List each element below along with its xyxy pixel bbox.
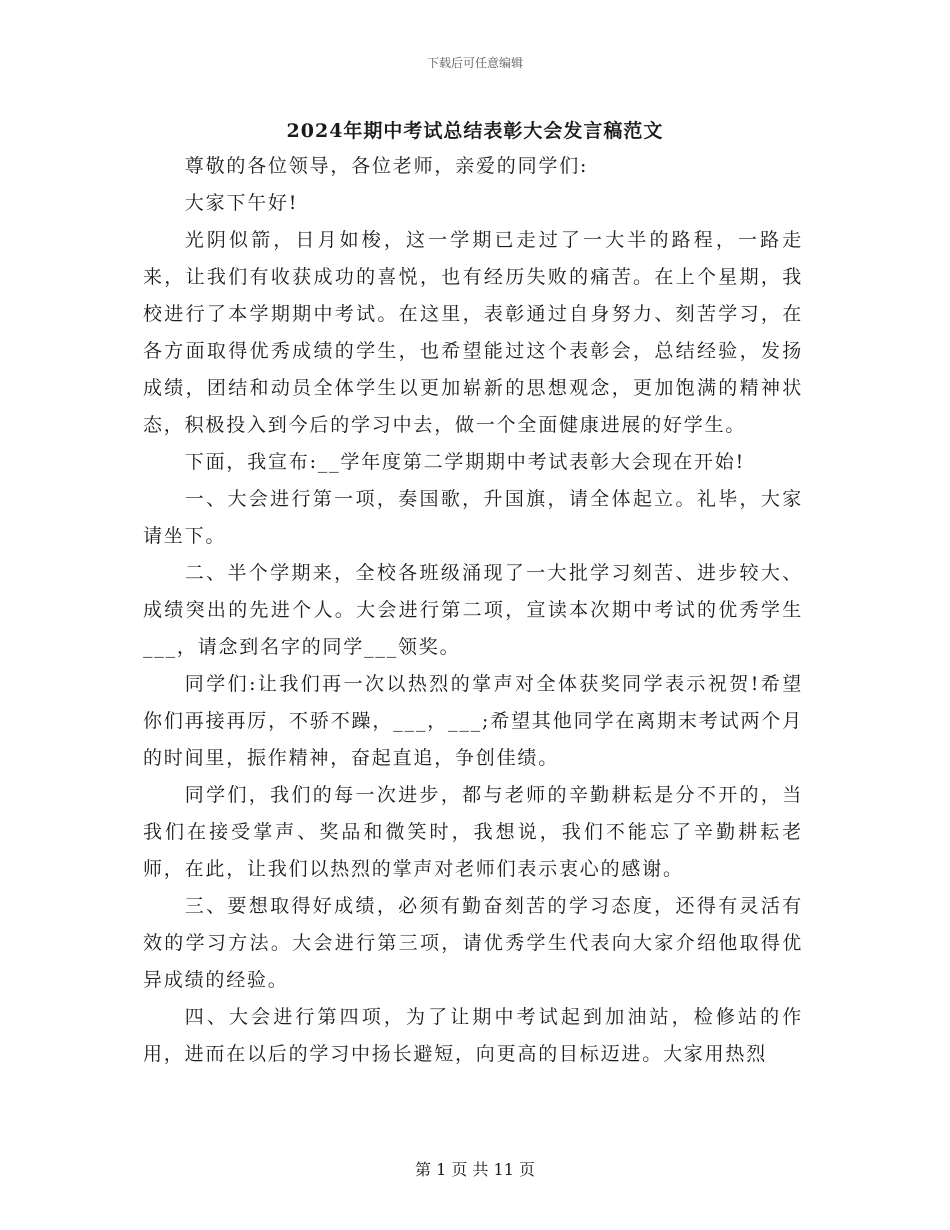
- paragraph-greeting: 尊敬的各位领导，各位老师，亲爱的同学们:: [184, 155, 589, 177]
- paragraph-intro: 光阴似箭，日月如梭，这一学期已走过了一大半的路程，一路走来，让我们有收获成功的喜悦，也有经历失败的痛苦。在上个星期，我校进行了本学期期中考试。在这里，表彰通过自身努力、刻苦学习，在各方面取得优秀成绩的学生，也希望能过这个表彰会，总结经验，发扬成绩，团结和动员全体学生以更加崭新的思想观念，更加饱满的精神状态，积极投入到今后的学习中去，做一个全面健康进展的好学生。: [143, 229, 803, 436]
- paragraph-item-4: 四、大会进行第四项，为了让期中考试起到加油站，检修站的作用，进而在以后的学习中扬长避短，向更高的目标迈进。大家用热烈: [143, 1006, 803, 1065]
- paragraph-salutation: 大家下午好!: [184, 192, 299, 214]
- header-note: 下载后可任意编辑: [426, 56, 523, 70]
- page-number-footer: 第 1 页 共 11 页: [415, 1160, 535, 1179]
- document-body: [143, 148, 803, 1073]
- paragraph-item-2: 二、半个学期来，全校各班级涌现了一大批学习刻苦、进步较大、成绩突出的先进个人。大会进行第二项，宣读本次期中考试的优秀学生___，请念到名字的同学___领奖。: [143, 562, 803, 658]
- paragraph-item-3: 三、要想取得好成绩，必须有勤奋刻苦的学习态度，还得有灵活有效的学习方法。大会进行第三项，请优秀学生代表向大家介绍他取得优异成绩的经验。: [143, 895, 803, 991]
- document-title: 2024年期中考试总结表彰大会发言稿范文: [286, 120, 664, 142]
- paragraph-item-1: 一、大会进行第一项，奏国歌，升国旗，请全体起立。礼毕，大家请坐下。: [143, 488, 803, 547]
- paragraph-thanks-teachers: 同学们，我们的每一次进步，都与老师的辛勤耕耘是分不开的，当我们在接受掌声、奖品和微笑时，我想说，我们不能忘了辛勤耕耘老师，在此，让我们以热烈的掌声对老师们表示衷心的感谢。: [143, 784, 803, 880]
- paragraph-announcement: 下面，我宣布:__学年度第二学期期中考试表彰大会现在开始!: [184, 451, 746, 473]
- paragraph-congratulations: 同学们:让我们再一次以热烈的掌声对全体获奖同学表示祝贺!希望你们再接再厉，不骄不躁，___，___;希望其他同学在离期末考试两个月的时间里，振作精神，奋起直追，争创佳绩。: [143, 673, 803, 769]
